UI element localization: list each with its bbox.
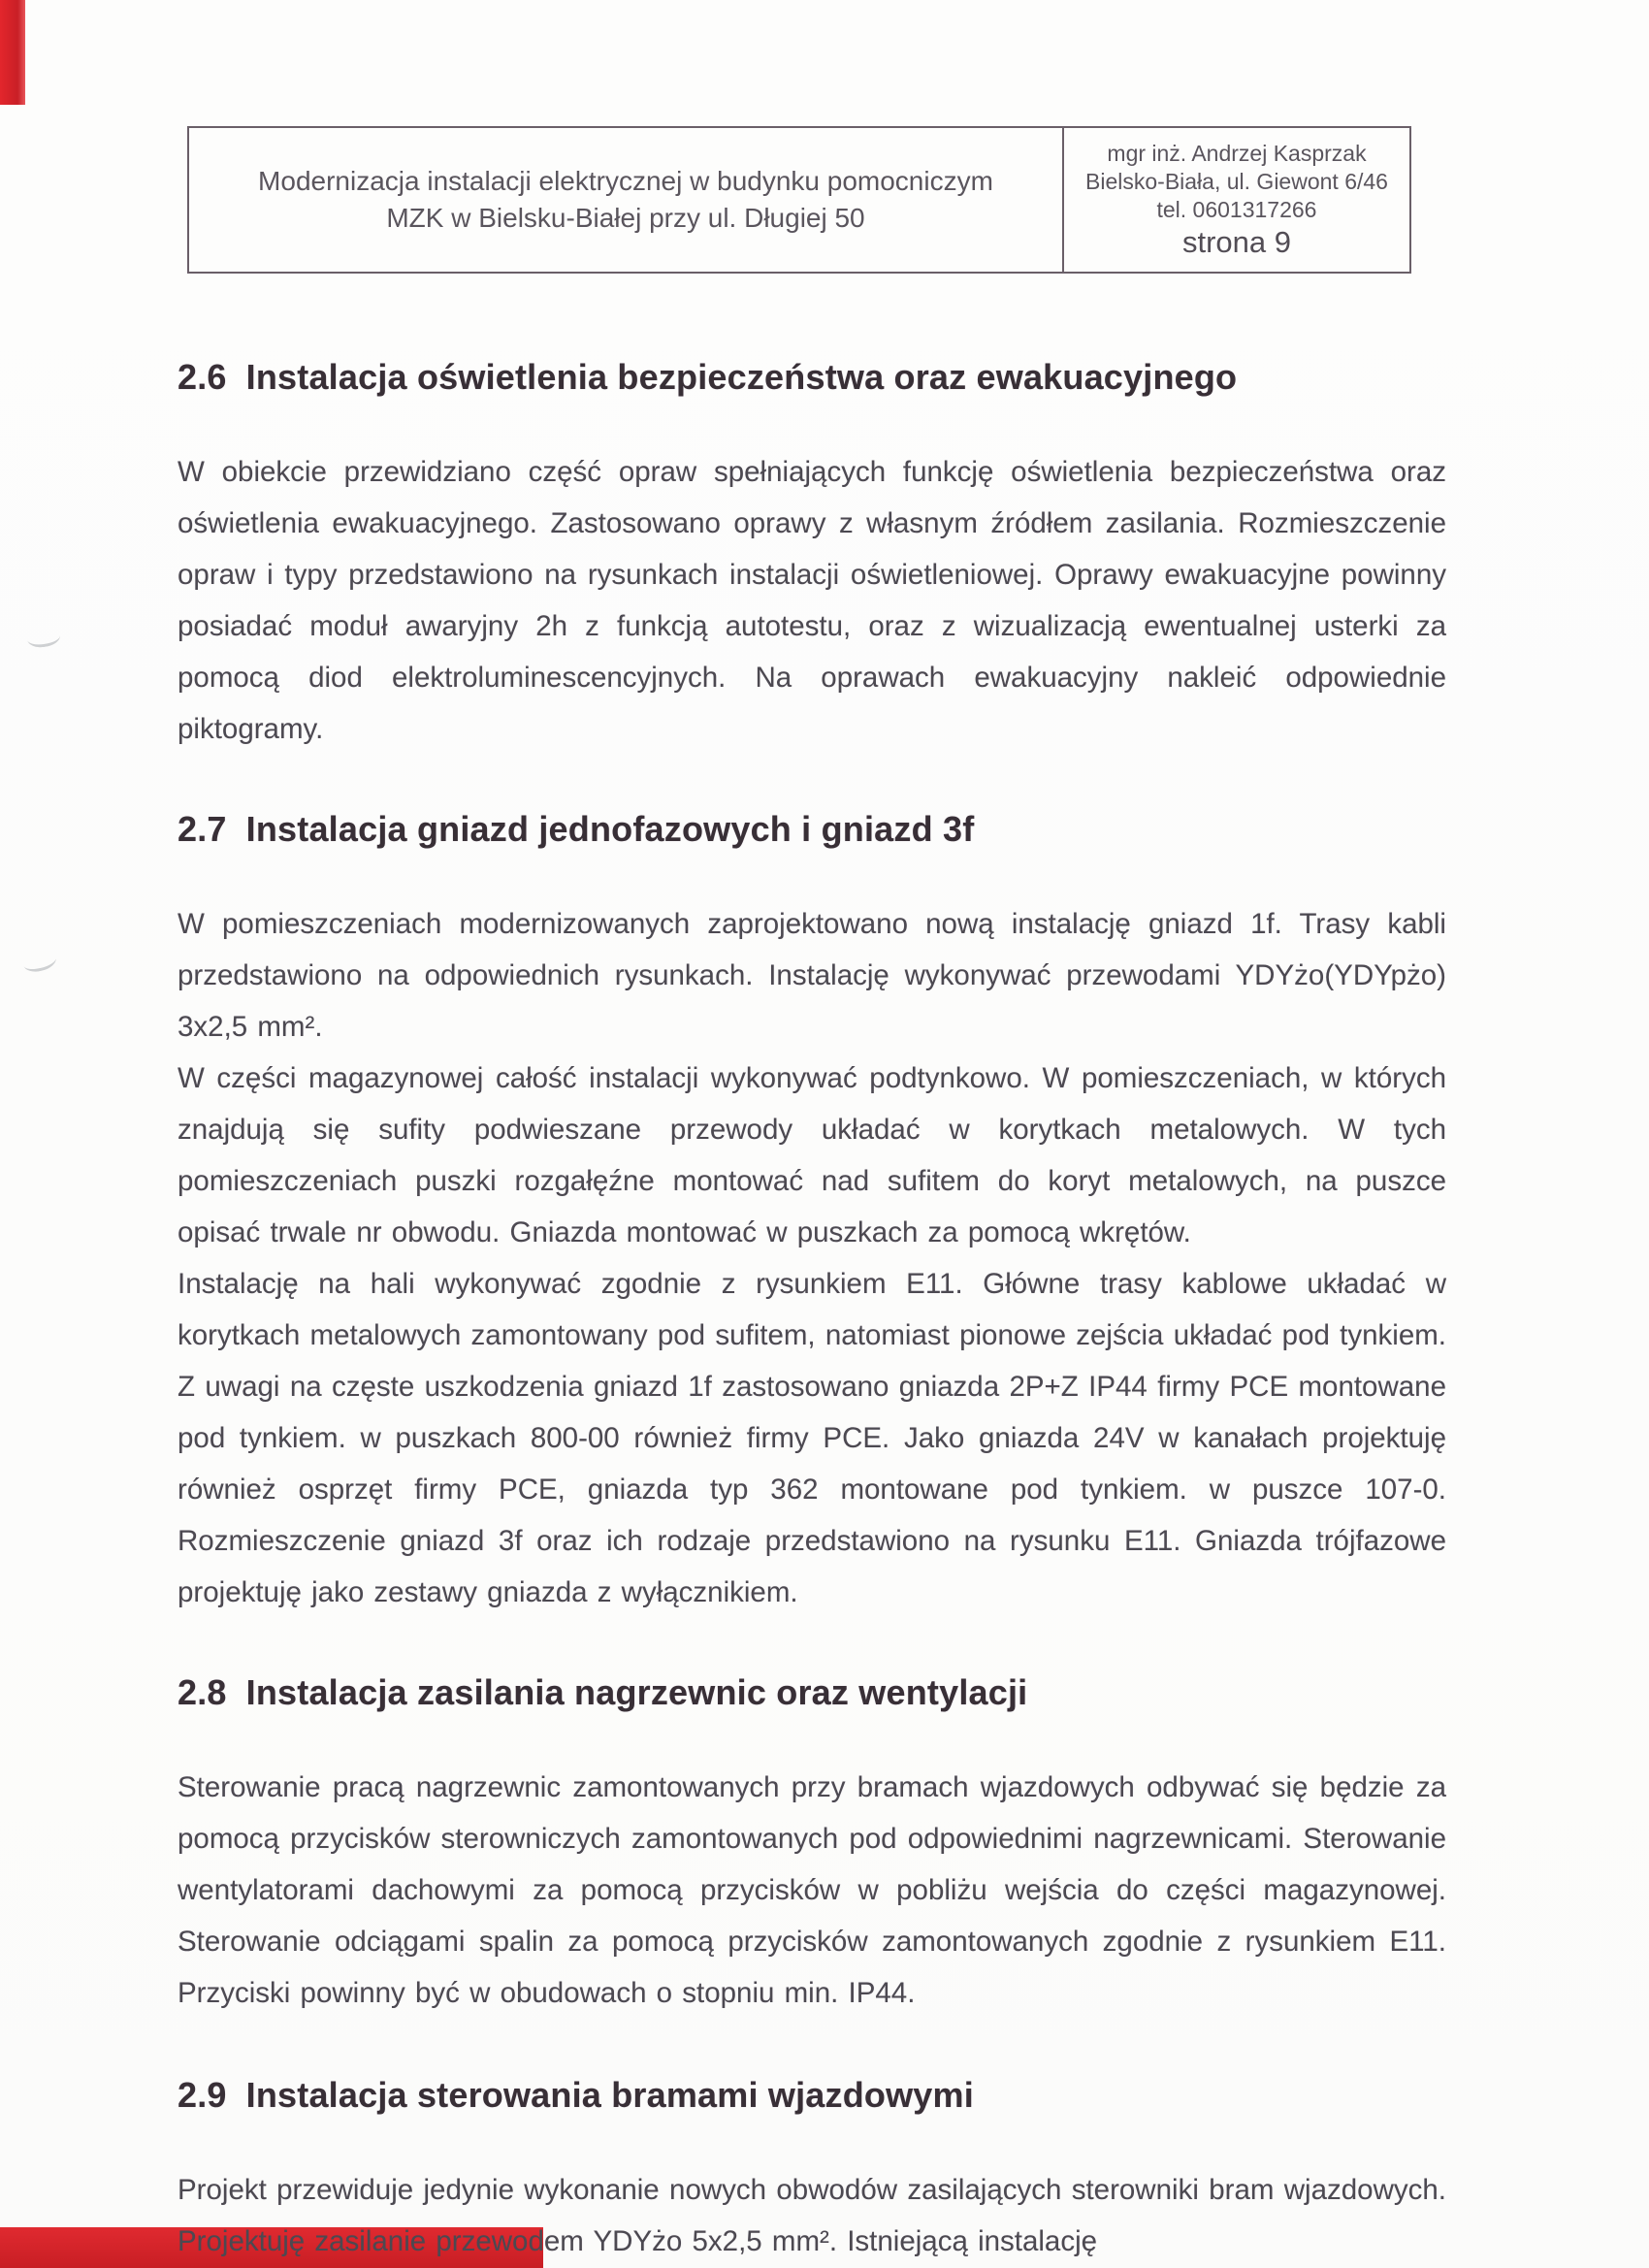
author-info-cell xyxy=(1064,128,1409,272)
section-number: 2.9 xyxy=(178,2075,227,2115)
project-title-cell xyxy=(189,128,1064,272)
section-heading-2-7 xyxy=(178,809,1446,850)
author-name: mgr inż. Andrzej Kasprzak xyxy=(1107,141,1367,166)
section-title: Instalacja gniazd jednofazowych i gniazd 3f xyxy=(245,809,975,849)
paragraph: Instalację na hali wykonywać zgodnie z rysunkiem E11. Główne trasy kablowe układać w korytkach metalowych zamontowany pod sufitem, natomiast pionowe zejścia układać pod tynkiem. Z uwagi na częste uszkodzenia gniazd 1f zastosowano gniazda 2P+Z IP44 firmy PCE montowane pod tynkiem. w puszkach 800-00 również firmy PCE. Jako gniazda 24V w kanałach projektuję również osprzęt firmy PCE, gniazda typ 362 montowane pod tynkiem. w puszce 107-0. Rozmieszczenie gniazd 3f oraz ich rodzaje przedstawiono na rysunku E11. Gniazda trójfazowe projektuję jako zestawy gniazda z wyłącznikiem. xyxy=(178,1268,1446,1608)
project-title-line1: Modernizacja instalacji elektrycznej w budynku pomocniczym xyxy=(258,166,993,196)
section-body-2-6 xyxy=(178,446,1446,755)
section-body-2-7 xyxy=(178,898,1446,1618)
scan-edge-artifact-top-left xyxy=(0,0,25,105)
paragraph: Sterowanie pracą nagrzewnic zamontowanych przy bramach wjazdowych odbywać się będzie za pomocą przycisków sterowniczych zamontowanych pod odpowiednimi nagrzewnicami. Sterowanie wentylatorami dachowymi za pomocą przycisków w pobliżu wejścia do części magazynowej. Sterowanie odciągami spalin za pomocą przycisków zamontowanych zgodnie z rysunkiem E11. Przyciski powinny być w obudowach o stopniu min. IP44. xyxy=(178,1771,1446,2009)
section-title: Instalacja sterowania bramami wjazdowymi xyxy=(245,2075,974,2115)
scan-smudge-mark xyxy=(26,627,61,650)
paragraph: Projekt przewiduje jedynie wykonanie nowych obwodów zasilających sterowniki bram wjazdowych. Projektuję zasilanie przewodem YDYżo 5x2,5 mm². Istniejącą instalację xyxy=(178,2174,1446,2257)
section-body-2-8 xyxy=(178,1762,1446,2019)
document-content xyxy=(178,274,1446,2267)
page-number-label: strona 9 xyxy=(1181,225,1291,259)
paragraph: W pomieszczeniach modernizowanych zaprojektowano nową instalację gniazd 1f. Trasy kabli przedstawiono na odpowiednich rysunkach. Instalację wykonywać przewodami YDYżo(YDYpżo) 3x2,5 mm². xyxy=(178,908,1446,1043)
section-body-2-9 xyxy=(178,2164,1446,2267)
document-header-box xyxy=(187,126,1411,274)
section-number: 2.7 xyxy=(178,809,227,849)
author-address: Bielsko-Biała, ul. Giewont 6/46 xyxy=(1085,169,1388,194)
paragraph: W części magazynowej całość instalacji wykonywać podtynkowo. W pomieszczeniach, w których znajdują się sufity podwieszane przewody układać w korytkach metalowych. W tych pomieszczeniach puszki rozgałęźne montować nad sufitem do koryt metalowych, na puszce opisać trwale nr obwodu. Gniazda montować w puszkach za pomocą wkrętów. xyxy=(178,1062,1446,1248)
section-number: 2.8 xyxy=(178,1672,227,1712)
paragraph: W obiekcie przewidziano część opraw spełniających funkcję oświetlenia bezpieczeństwa oraz oświetlenia ewakuacyjnego. Zastosowano oprawy z własnym źródłem zasilania. Rozmieszczenie opraw i typy przedstawiono na rysunkach instalacji oświetleniowej. Oprawy ewakuacyjne powinny posiadać moduł awaryjny 2h z funkcją autotestu, oraz z wizualizacją ewentualnej usterki za pomocą diod elektroluminescencyjnych. Na oprawach ewakuacyjny nakleić odpowiednie piktogramy. xyxy=(178,456,1446,745)
section-heading-2-6 xyxy=(178,357,1446,398)
section-title: Instalacja zasilania nagrzewnic oraz wentylacji xyxy=(245,1672,1028,1712)
section-title: Instalacja oświetlenia bezpieczeństwa oraz ewakuacyjnego xyxy=(245,357,1238,397)
section-heading-2-9 xyxy=(178,2075,1446,2116)
project-title-line2: MZK w Bielsku-Białej przy ul. Długiej 50 xyxy=(386,203,865,233)
author-phone: tel. 0601317266 xyxy=(1156,197,1317,222)
section-number: 2.6 xyxy=(178,357,227,397)
scan-smudge-mark xyxy=(21,949,58,975)
section-heading-2-8 xyxy=(178,1672,1446,1713)
